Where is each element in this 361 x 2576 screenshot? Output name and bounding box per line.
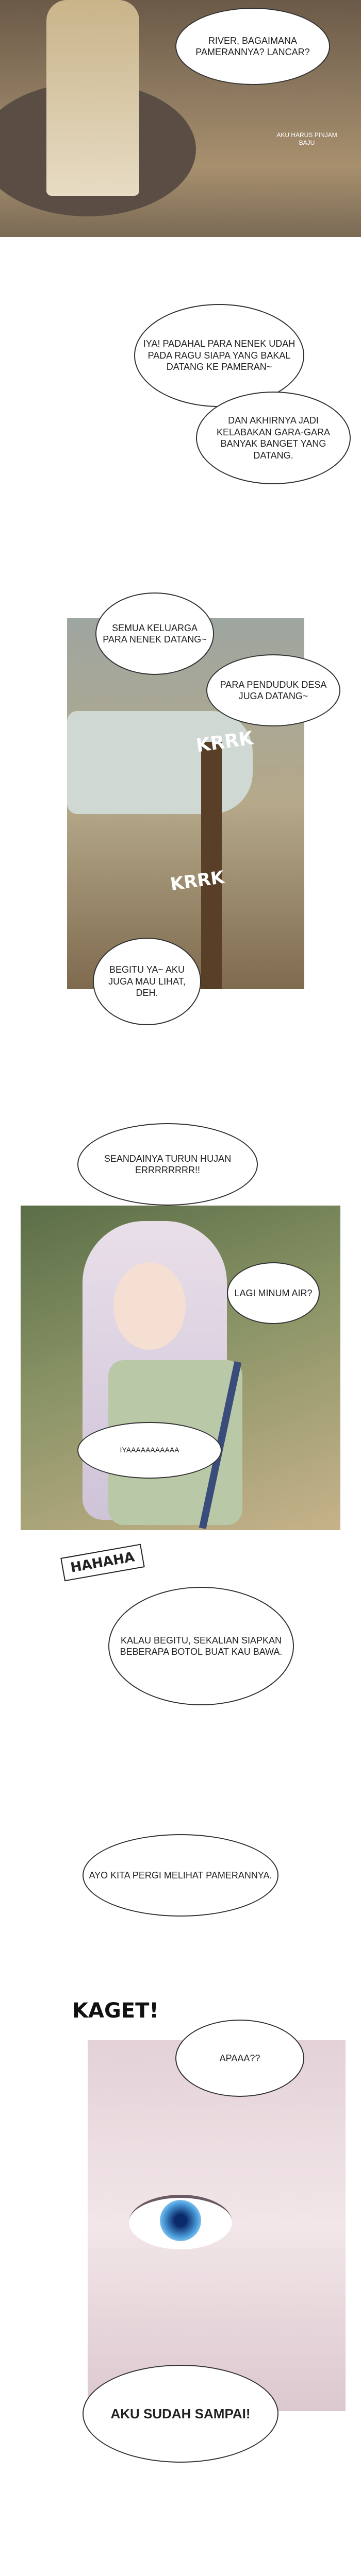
speech-bubble-5: [95, 592, 214, 675]
speech-bubble-14: [83, 2365, 278, 2463]
legs-figure: [46, 0, 139, 196]
sfx-krek-1: KRRK: [194, 727, 255, 757]
speech-bubble-4: [196, 392, 351, 484]
bubble-text-14: AKU SUDAH SAMPAI!: [110, 2405, 251, 2421]
iris-shape: [160, 2200, 201, 2241]
caption-text-1: AKU HARUS PINJAM BAJU: [276, 131, 337, 146]
caption-small-1: [268, 124, 346, 155]
girl-face: [113, 1262, 186, 1350]
sleeve-shape: [67, 711, 253, 814]
bubble-text-7: BEGITU YA~ AKU JUGA MAU LIHAT, DEH.: [108, 964, 186, 998]
bubble-text-11: KALAU BEGITU, SEKALIAN SIAPKAN BEBERAPA BOTOL BUAT KAU BAWA.: [120, 1635, 283, 1657]
bubble-text-13: APAAA??: [219, 2053, 260, 2063]
bubble-text-9: LAGI MINUM AIR?: [234, 1287, 313, 1298]
bubble-text-4: DAN AKHIRNYA JADI KELABAKAN GARA-GARA BANYAK BANGET YANG DATANG.: [216, 415, 331, 461]
bubble-text-6: PARA PENDUDUK DESA JUGA DATANG~: [220, 679, 327, 701]
bubble-text-1: RIVER, BAGAIMANA PAMERANNYA? LANCAR?: [195, 35, 310, 57]
panel-3: [21, 1206, 340, 1530]
sfx-haha: HAHAHA: [60, 1544, 144, 1582]
bubble-text-10: IYAAAAAAAAAAA: [120, 1446, 179, 1454]
speech-bubble-10: [77, 1422, 222, 1479]
bubble-text-5: SEMUA KELUARGA PARA NENEK DATANG~: [103, 622, 207, 645]
panel-4: [88, 2040, 346, 2411]
speech-bubble-13: [175, 2020, 304, 2097]
bubble-text-3: IYA! PADAHAL PARA NENEK UDAH PADA RAGU SIAPA YANG BAKAL DATANG KE PAMERAN~: [143, 338, 296, 372]
speech-bubble-8: [77, 1123, 258, 1206]
speech-bubble-1: [175, 8, 330, 85]
speech-bubble-9: [227, 1262, 320, 1324]
speech-bubble-6: [206, 654, 340, 726]
speech-bubble-12: [83, 1834, 278, 1917]
bubble-text-12: AYO KITA PERGI MELIHAT PAMERANNYA.: [89, 1870, 272, 1880]
fence-post: [201, 742, 222, 989]
sfx-kaget: KAGET!: [72, 1999, 159, 2023]
speech-bubble-11: [108, 1587, 294, 1705]
bubble-text-8: SEANDAINYA TURUN HUJAN ERRRRRRRR!!: [104, 1153, 232, 1175]
speech-bubble-7: [93, 938, 201, 1025]
sfx-krek-2: KRRK: [169, 867, 226, 895]
